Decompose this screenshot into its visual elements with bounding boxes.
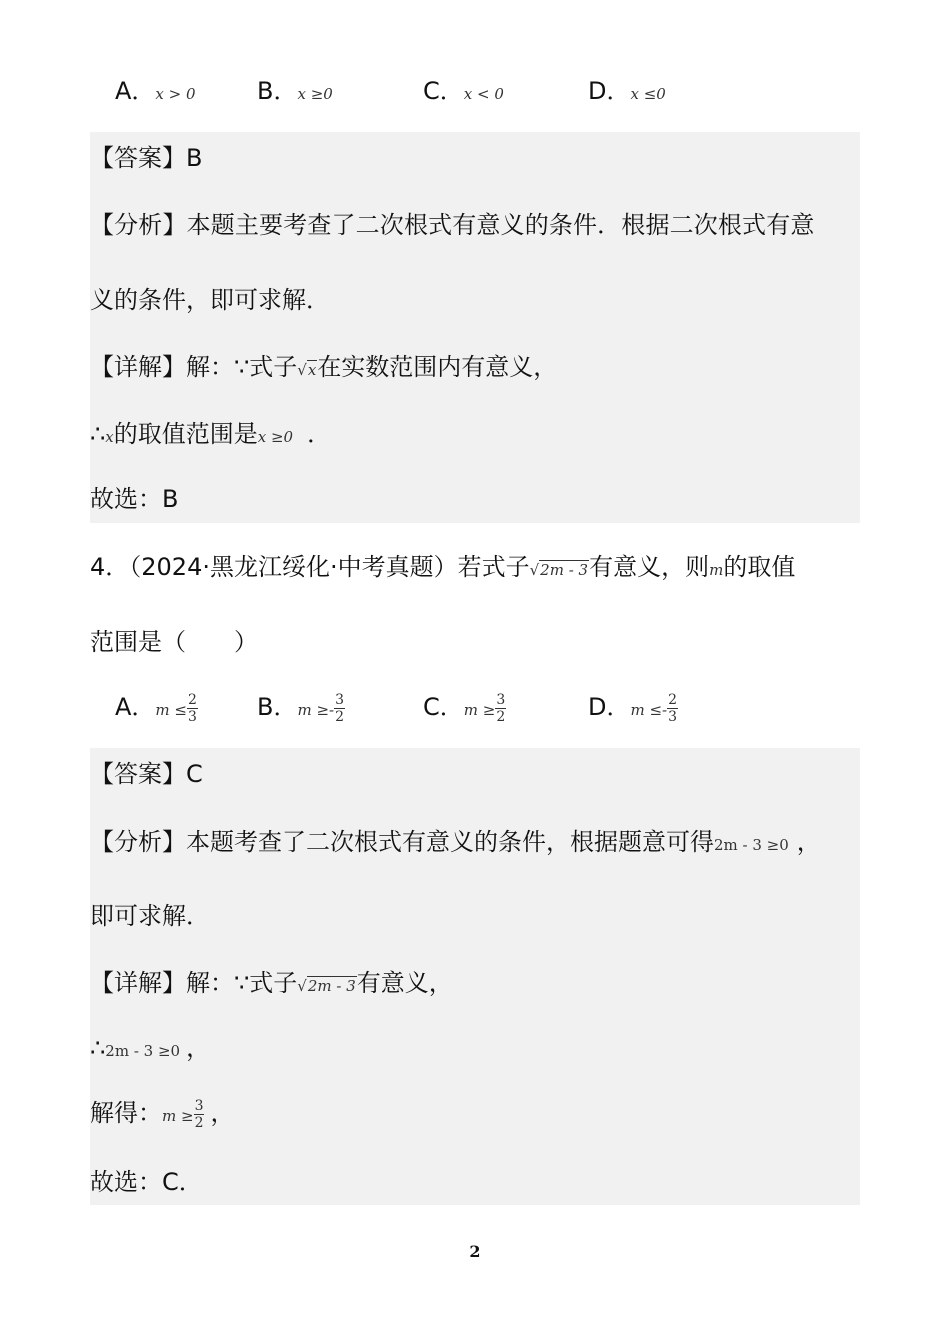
detail-text: 【详解】解：∵式子 bbox=[90, 353, 298, 381]
option-letter: B． bbox=[257, 77, 298, 105]
math-expression: x ≤0 bbox=[630, 85, 666, 103]
stem-text: 的取值 bbox=[723, 553, 796, 581]
numerator: 3 bbox=[496, 691, 506, 708]
denominator: 2 bbox=[194, 1114, 204, 1131]
denominator: 3 bbox=[187, 708, 197, 725]
q4-step-2 bbox=[90, 1096, 234, 1133]
step-text: 解得： bbox=[90, 1099, 162, 1127]
q4-step-1 bbox=[90, 1031, 210, 1068]
math-expression: m ≤- bbox=[630, 701, 668, 719]
analysis-text: ， bbox=[796, 828, 821, 856]
q4-detail-line-1 bbox=[90, 966, 453, 1003]
option-letter: C． bbox=[423, 77, 464, 105]
radicand: 2m - 3 bbox=[307, 977, 356, 995]
option-letter: D． bbox=[588, 693, 631, 721]
math-expression: m ≥ bbox=[162, 1107, 194, 1125]
numerator: 3 bbox=[335, 691, 345, 708]
detail-text: 在实数范围内有意义， bbox=[317, 353, 558, 381]
math-expression: 2m - 3 ≥0 bbox=[714, 836, 789, 854]
therefore-symbol: ∴ bbox=[90, 420, 106, 448]
numerator: 2 bbox=[187, 691, 197, 708]
q4-analysis-line-1 bbox=[90, 825, 821, 862]
q3-analysis-line-2: 义的条件，即可求解． bbox=[90, 286, 330, 314]
fraction bbox=[495, 692, 506, 725]
radicand: 2m - 3 bbox=[540, 561, 589, 579]
detail-text: 有意义， bbox=[356, 969, 453, 997]
math-expression: x ≥0 bbox=[257, 428, 294, 446]
option-letter: A． bbox=[115, 77, 156, 105]
sqrt-expression: √2m - 3 bbox=[297, 977, 356, 995]
denominator: 2 bbox=[335, 708, 345, 725]
q3-detail-line-2 bbox=[90, 417, 331, 454]
math-expression: m ≥ bbox=[463, 701, 496, 719]
therefore-symbol: ∴ bbox=[90, 1034, 106, 1062]
fraction bbox=[194, 1098, 205, 1131]
stem-text: 4．（2024·黑龙江绥化·中考真题）若式子 bbox=[90, 553, 530, 581]
sqrt-expression: √x bbox=[297, 361, 317, 379]
option-letter: A． bbox=[115, 693, 156, 721]
option-letter: C． bbox=[423, 693, 464, 721]
numerator: 3 bbox=[194, 1097, 204, 1114]
q4-stem-line-1 bbox=[90, 550, 795, 587]
math-expression: 2m - 3 ≥0 bbox=[105, 1042, 181, 1060]
option-letter: D． bbox=[588, 77, 631, 105]
math-expression: x < 0 bbox=[463, 85, 504, 103]
fraction bbox=[667, 692, 678, 725]
q4-option-a bbox=[115, 690, 198, 727]
page-number: 2 bbox=[469, 1242, 481, 1261]
q3-choice: 故选：B bbox=[90, 485, 179, 513]
q4-option-d bbox=[588, 690, 678, 727]
step-text: ， bbox=[210, 1099, 235, 1127]
math-variable: m bbox=[709, 561, 724, 579]
math-expression: x ≥0 bbox=[297, 85, 333, 103]
q3-analysis-line-1: 【分析】本题主要考查了二次根式有意义的条件．根据二次根式有意 bbox=[90, 211, 815, 239]
denominator: 3 bbox=[668, 708, 678, 725]
fraction bbox=[334, 692, 345, 725]
detail-text: ． bbox=[307, 420, 332, 448]
q3-answer: 【答案】B bbox=[90, 144, 203, 172]
sqrt-expression: √2m - 3 bbox=[529, 561, 589, 579]
q4-stem-line-2: 范围是（ ） bbox=[90, 628, 258, 656]
math-variable: x bbox=[105, 428, 114, 446]
fraction bbox=[187, 692, 198, 725]
q3-detail-line-1 bbox=[90, 350, 557, 387]
math-expression: m ≤ bbox=[155, 701, 187, 719]
option-letter: B． bbox=[257, 693, 298, 721]
math-expression: m ≥- bbox=[297, 701, 335, 719]
denominator: 2 bbox=[496, 708, 506, 725]
q4-option-b bbox=[257, 690, 345, 727]
step-text: ， bbox=[186, 1034, 211, 1062]
analysis-text: 【分析】本题考查了二次根式有意义的条件，根据题意可得 bbox=[90, 828, 714, 856]
math-expression: x > 0 bbox=[155, 85, 196, 103]
q3-option-c bbox=[423, 74, 504, 111]
stem-text: 有意义，则 bbox=[589, 553, 710, 581]
radicand: x bbox=[307, 361, 317, 379]
detail-text: 【详解】解：∵式子 bbox=[90, 969, 298, 997]
q3-option-b bbox=[257, 74, 333, 111]
q4-option-c bbox=[423, 690, 506, 727]
q4-analysis-line-2: 即可求解． bbox=[90, 902, 210, 930]
q4-choice: 故选：C． bbox=[90, 1168, 203, 1196]
q3-option-d bbox=[588, 74, 666, 111]
q3-solution-block bbox=[90, 132, 860, 523]
q3-option-a bbox=[115, 74, 196, 111]
detail-text: 的取值范围是 bbox=[113, 420, 258, 448]
numerator: 2 bbox=[668, 691, 678, 708]
q4-answer: 【答案】C bbox=[90, 760, 203, 788]
